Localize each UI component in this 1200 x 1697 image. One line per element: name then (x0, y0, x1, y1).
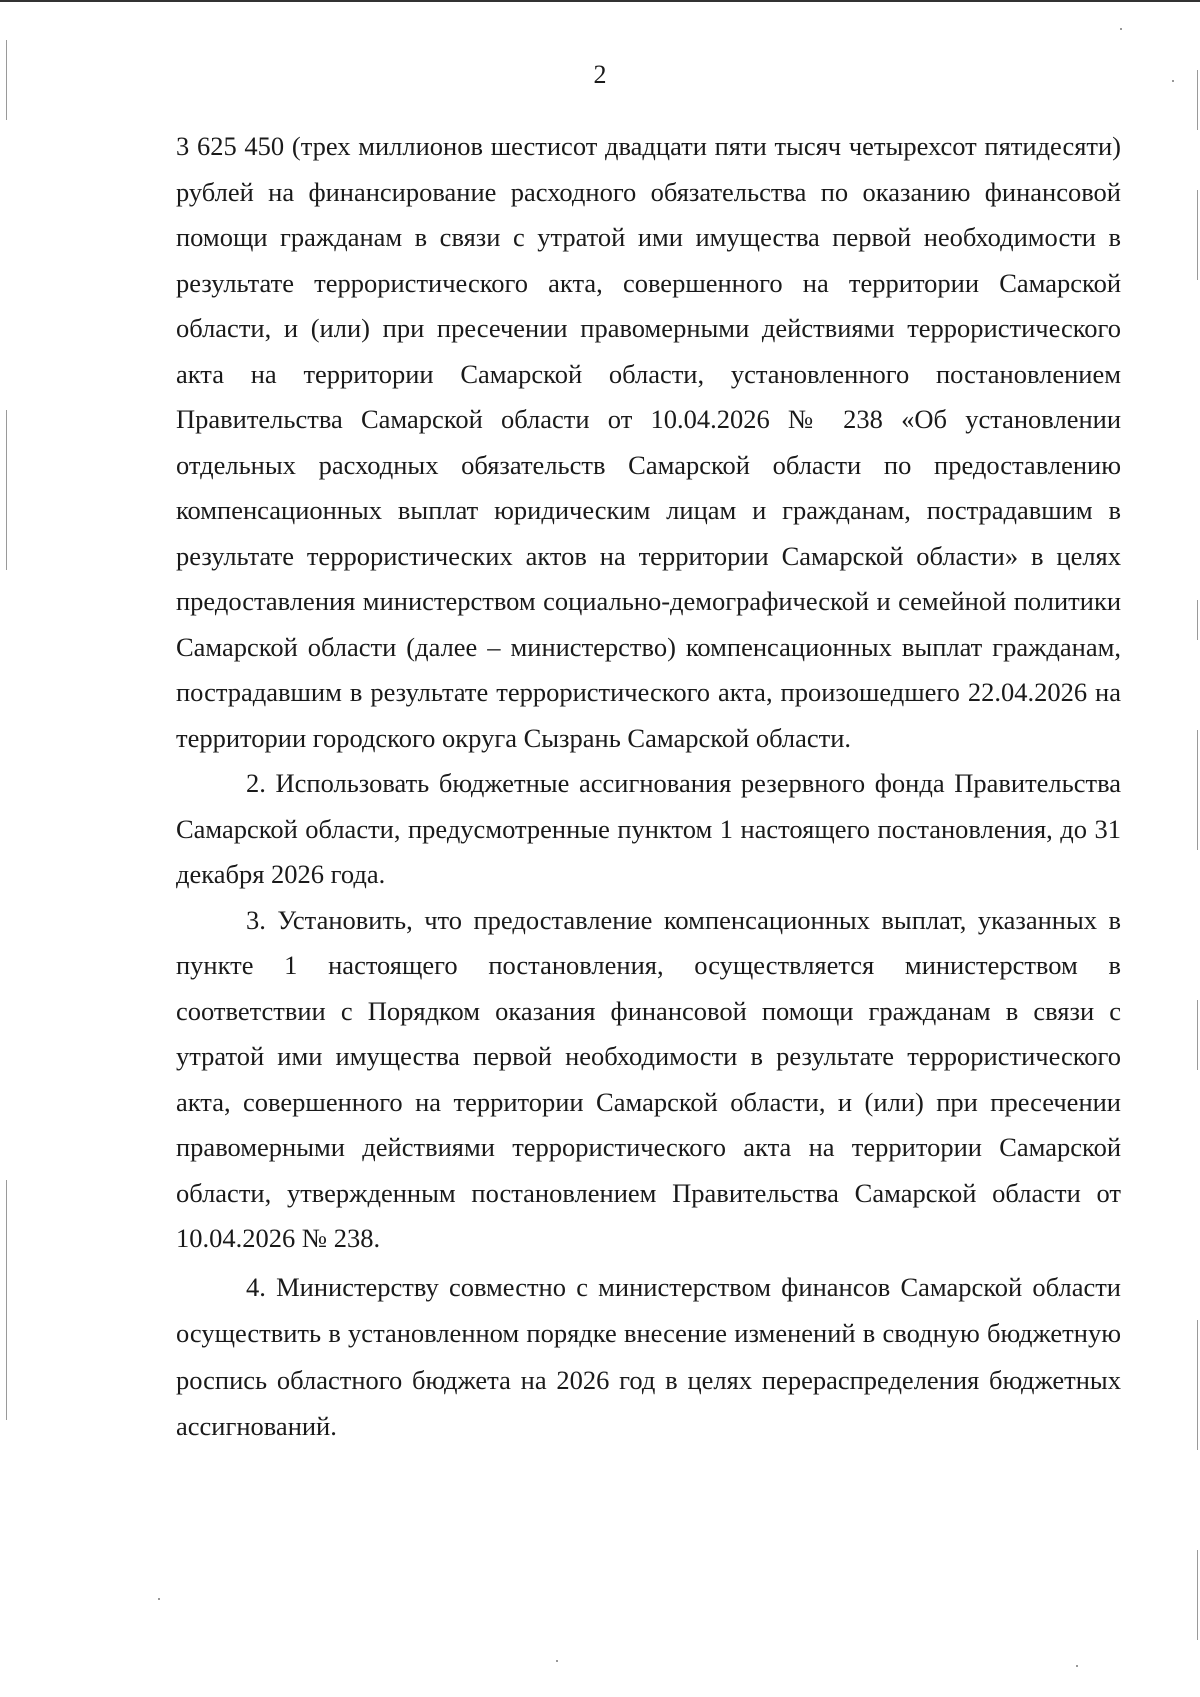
scan-edge-mark-right (1197, 190, 1198, 280)
document-body (176, 124, 1121, 1450)
scan-speck (1120, 28, 1122, 30)
scan-top-border (0, 0, 1200, 2)
paragraph-item-2: 2. Использовать бюджетные ассигнования резервного фонда Правительства Самарской области, предусмотренные пунктом 1 настоящего постановления, до 31 декабря 2026 года. (176, 768, 1121, 889)
scan-edge-mark-right (1197, 1550, 1198, 1640)
paragraph-item-3: 3. Установить, что предоставление компенсационных выплат, указанных в пункте 1 настоящего постановления, осуществляется министерством в соответствии с Порядком оказания финансовой помощи гражданам в связи с утратой ими имущества первой необходимости в результате террористического акта, совершенного на территории Самарской области, и (или) при пресечении правомерными действиями террористического акта на территории Самарской области, утвержденным постановлением Правительства Самарской области от 10.04.2026 № 238. (176, 904, 1121, 1253)
scan-edge-mark-right (1197, 1320, 1198, 1450)
scan-edge-mark-left (6, 410, 7, 570)
paragraph-item-4: 4. Министерству совместно с министерством финансов Самарской области осуществить в установленном порядке внесение изменений в сводную бюджетную роспись областного бюджета на 2026 год в целях перераспределения бюджетных ассигнований. (176, 1271, 1121, 1441)
scan-speck (1076, 1665, 1078, 1667)
scan-edge-mark-right (1197, 600, 1198, 640)
page-number: 2 (593, 60, 607, 89)
scan-edge-mark-right (1197, 1000, 1198, 1070)
scan-speck (556, 1660, 558, 1662)
scan-speck (158, 1598, 160, 1600)
paragraph-continuation: 3 625 450 (трех миллионов шестисот двадцати пяти тысяч четырехсот пятидесяти) рублей на финансирование расходного обязательства по оказанию финансовой помощи гражданам в связи с утратой ими имущества первой необходимости в результате террористического акта, совершенного на территории Самарской области, и (или) при пресечении правомерными действиями террористического акта на территории Самарской области, установленного постановлением Правительства Самарской области от 10.04.2026 № 238 «Об установлении отдельных расходных обязательств Самарской области по предоставлению компенсационных выплат юридическим лицам и гражданам, пострадавшим в результате террористических актов на территории Самарской области» в целях предоставления министерством социально-демографической и семейной политики Самарской области (далее – министерство) компенсационных выплат гражданам, пострадавшим в результате террористического акта, произошедшего 22.04.2026 на территории городского округа Сызрань Самарской области. (176, 131, 1121, 753)
scan-edge-mark-left (6, 1180, 7, 1420)
scan-edge-mark-right (1197, 730, 1198, 850)
